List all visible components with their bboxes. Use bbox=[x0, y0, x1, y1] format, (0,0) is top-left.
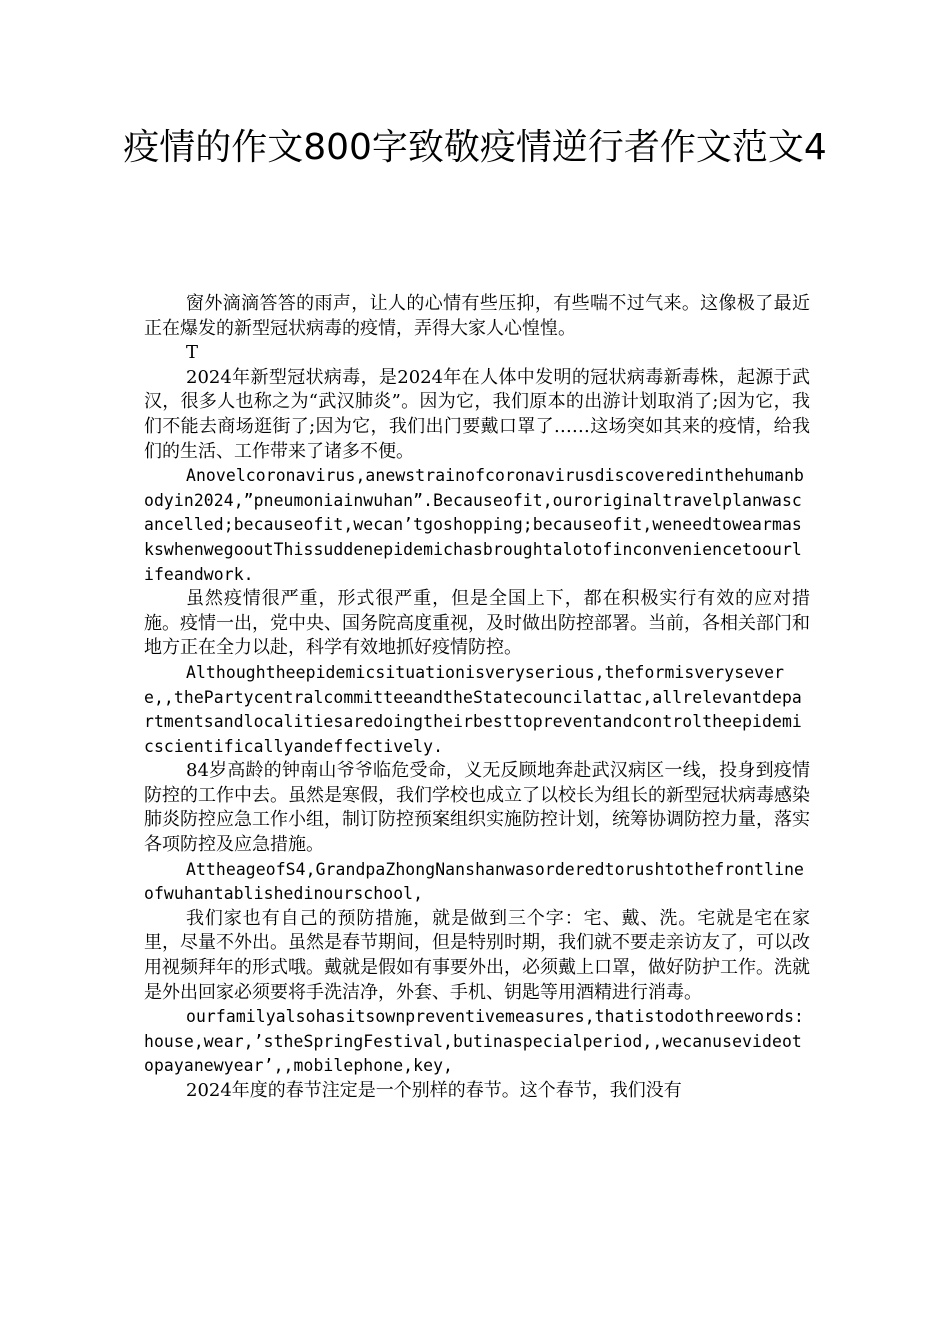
paragraph-4-english: Anovelcoronavirus,anewstrainofcoronavirusdiscoveredinthehumanbodyin2024,”pneumoniainwuhan”.Becauseofit,ouroriginaltravelplanwascancelled;becauseofit,wecan’tgoshopping;becauseofit,weneedtowearmaskswhenwegooutThissuddenepidemichasbroughtalotofinconveniencetoourlifeandwork. bbox=[144, 466, 805, 584]
paragraph-9: 我们家也有自己的预防措施，就是做到三个字：宅、戴、洗。宅就是宅在家里，尽量不外出。虽然是春节期间，但是特别时期，我们就不要走亲访友了，可以改用视频拜年的形式哦。戴就是假如有事要外出，必须戴上口罩，做好防护工作。洗就是外出回家必须要将手洗洁净，外套、手机、钥匙等用酒精进行消毒。 bbox=[144, 907, 810, 1003]
paragraph-8-english: AttheageofS4,GrandpaZhongNanshanwasorderedtorushtothefrontlineofwuhantablishedinourschool, bbox=[144, 859, 805, 904]
document-title: 疫情的作文800字致敬疫情逆行者作文范文4 bbox=[123, 127, 827, 168]
paragraph-6-english: Althoughtheepidemicsituationisveryserious,theformisverysevere,,thePartycentralcommitteeandtheStatecouncilattac,allrelevantdepartmentsandlocalitiesaredoingtheirbesttopreventandcontroltheepidemicscientificallyandeffectively. bbox=[144, 662, 802, 756]
paragraph-10-english: ourfamilyalsohasitsownpreventivemeasures,thatistodothreewords:house,wear,’stheSpringFestival,butinaspecialperiod,,wecanusevideotopayanewyear’,,mobilephone,key, bbox=[144, 1007, 805, 1076]
paragraph-7: 84岁高龄的钟南山爷爷临危受命，义无反顾地奔赴武汉病区一线，投身到疫情防控的工作中去。虽然是寒假，我们学校也成立了以校长为组长的新型冠状病毒感染肺炎防控应急工作小组，制订防控预案组织实施防控计划，统筹协调防控力量，落实各项防控及应急措施。 bbox=[144, 760, 810, 856]
paragraph-3: 2024年新型冠状病毒，是2024年在人体中发明的冠状病毒新毒株，起源于武汉，很多人也称之为“武汉肺炎”。因为它，我们原本的出游计划取消了;因为它，我们不能去商场逛街了;因为它，我们出门要戴口罩了……这场突如其来的疫情，给我们的生活、工作带来了诸多不便。 bbox=[144, 366, 810, 462]
paragraph-1: 窗外滴滴答答的雨声，让人的心情有些压抑，有些喘不过气来。这像极了最近正在爆发的新型冠状病毒的疫情，弄得大家人心惶惶。 bbox=[144, 293, 810, 339]
document-body bbox=[144, 292, 810, 1104]
paragraph-5: 虽然疫情很严重，形式很严重，但是全国上下，都在积极实行有效的应对措施。疫情一出，党中央、国务院高度重视，及时做出防控部署。当前，各相关部门和地方正在全力以赴，科学有效地抓好疫情防控。 bbox=[144, 588, 810, 659]
paragraph-2: T bbox=[186, 342, 199, 364]
paragraph-11: 2024年度的春节注定是一个别样的春节。这个春节，我们没有 bbox=[186, 1080, 682, 1101]
